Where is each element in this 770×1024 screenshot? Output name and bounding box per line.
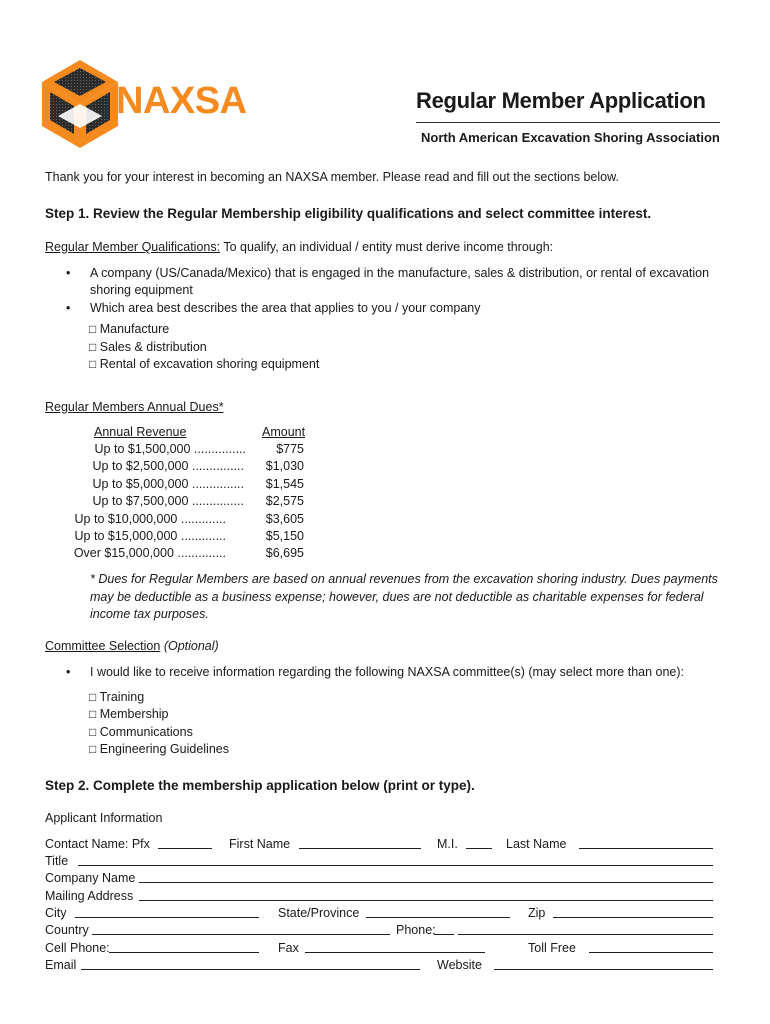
dues-revenue: Up to $5,000,000 ............... bbox=[92, 477, 244, 491]
bullet-icon: • bbox=[66, 301, 71, 315]
dues-footnote: * Dues for Regular Members are based on annual revenues from the excavation shoring industry. Dues payments may be deductible as a business expense; however, dues are not deductible as charitable expenses for federal income tax purposes. bbox=[90, 572, 718, 621]
dues-col-amount: Amount bbox=[262, 425, 306, 439]
zip-label: Zip bbox=[528, 906, 546, 920]
committee-option-label: Training bbox=[99, 690, 145, 704]
mi-label: M.I. bbox=[437, 837, 458, 851]
title-divider bbox=[416, 122, 720, 123]
website-label: Website bbox=[437, 958, 482, 972]
phone-label: Phone: bbox=[396, 923, 436, 937]
dues-revenue: Over $15,000,000 .............. bbox=[73, 546, 226, 560]
dues-amount: $1,030 bbox=[265, 459, 304, 473]
qualification-bullet-2: Which area best describes the area that applies to you / your company bbox=[90, 301, 481, 315]
fax-label: Fax bbox=[278, 941, 299, 955]
company-name-label: Company Name bbox=[45, 871, 136, 885]
mailing-address-input[interactable] bbox=[139, 889, 713, 901]
dues-revenue: Up to $2,500,000 ............... bbox=[92, 459, 244, 473]
area-option-sales[interactable] bbox=[89, 340, 207, 354]
prefix-input[interactable] bbox=[158, 837, 212, 849]
mi-input[interactable] bbox=[466, 837, 492, 849]
committee-heading-line bbox=[45, 639, 219, 653]
state-province-label: State/Province bbox=[278, 906, 360, 920]
dues-revenue: Up to $15,000,000 ............. bbox=[74, 529, 226, 543]
website-input[interactable] bbox=[494, 958, 713, 970]
dues-amount: $3,605 bbox=[265, 512, 304, 526]
title-input[interactable] bbox=[78, 854, 713, 866]
dues-amount: $6,695 bbox=[265, 546, 304, 560]
dues-revenue: Up to $7,500,000 ............... bbox=[92, 494, 244, 508]
page-title: Regular Member Application bbox=[416, 88, 706, 113]
last-name-label: Last Name bbox=[506, 837, 567, 851]
fax-input[interactable] bbox=[305, 941, 485, 953]
checkbox-icon[interactable]: □ bbox=[89, 742, 97, 756]
state-province-input[interactable] bbox=[366, 906, 510, 918]
contact-name-label: Contact Name: Pfx bbox=[45, 837, 150, 851]
committee-heading: Committee Selection bbox=[45, 639, 161, 653]
committee-option-label: Communications bbox=[99, 725, 193, 739]
city-label: City bbox=[45, 906, 67, 920]
area-option-label: Rental of excavation shoring equipment bbox=[99, 357, 320, 371]
naxsa-logo-mark bbox=[40, 58, 120, 150]
committee-optional: (Optional) bbox=[163, 639, 219, 653]
qualification-bullet-1-line1: A company (US/Canada/Mexico) that is engaged in the manufacture, sales & distribution, or rental of excavation bbox=[90, 266, 710, 280]
dues-amount: $2,575 bbox=[265, 494, 304, 508]
checkbox-icon[interactable]: □ bbox=[89, 357, 97, 371]
cell-phone-input[interactable] bbox=[109, 941, 259, 953]
country-input[interactable] bbox=[92, 923, 390, 935]
area-option-label: Sales & distribution bbox=[99, 340, 207, 354]
committee-option-engineering[interactable] bbox=[89, 742, 229, 756]
dues-col-revenue: Annual Revenue bbox=[94, 425, 187, 439]
intro-text: Thank you for your interest in becoming an NAXSA member. Please read and fill out the sections below. bbox=[45, 170, 619, 184]
checkbox-icon[interactable]: □ bbox=[89, 340, 97, 354]
area-option-manufacture[interactable] bbox=[89, 322, 169, 336]
email-label: Email bbox=[45, 958, 77, 972]
phone-input-short[interactable] bbox=[434, 923, 454, 935]
toll-free-input[interactable] bbox=[589, 941, 713, 953]
step2-heading: Step 2. Complete the membership application below (print or type). bbox=[45, 778, 475, 793]
email-input[interactable] bbox=[81, 958, 420, 970]
first-name-label: First Name bbox=[229, 837, 291, 851]
checkbox-icon[interactable]: □ bbox=[89, 322, 97, 336]
dues-amount: $5,150 bbox=[265, 529, 304, 543]
qualifications-line bbox=[45, 240, 553, 254]
qualifications-label: Regular Member Qualifications: bbox=[45, 240, 221, 254]
last-name-input[interactable] bbox=[579, 837, 713, 849]
dues-revenue: Up to $10,000,000 ............. bbox=[74, 512, 226, 526]
bullet-icon: • bbox=[66, 266, 71, 280]
checkbox-icon[interactable]: □ bbox=[89, 707, 97, 721]
mailing-address-label: Mailing Address bbox=[45, 889, 134, 903]
step1-heading: Step 1. Review the Regular Membership eligibility qualifications and select committee interest. bbox=[45, 206, 652, 221]
cell-phone-label: Cell Phone: bbox=[45, 941, 110, 955]
applicant-heading: Applicant Information bbox=[45, 811, 163, 825]
qualification-bullet-1-line2: shoring equipment bbox=[90, 283, 193, 297]
area-option-label: Manufacture bbox=[99, 322, 170, 336]
dues-amount: $1,545 bbox=[265, 477, 304, 491]
qualifications-text: To qualify, an individual / entity must derive income through: bbox=[220, 240, 554, 254]
first-name-input[interactable] bbox=[299, 837, 421, 849]
zip-input[interactable] bbox=[553, 906, 713, 918]
area-option-rental[interactable] bbox=[89, 357, 319, 371]
naxsa-logo-text: NAXSA bbox=[116, 80, 247, 122]
dues-amount: $775 bbox=[276, 442, 304, 456]
committee-bullet: I would like to receive information regarding the following NAXSA committee(s) (may select more than one): bbox=[90, 665, 685, 679]
committee-option-communications[interactable] bbox=[89, 725, 193, 739]
page-subtitle: North American Excavation Shoring Association bbox=[421, 130, 720, 145]
committee-option-training[interactable] bbox=[89, 690, 144, 704]
toll-free-label: Toll Free bbox=[528, 941, 576, 955]
checkbox-icon[interactable]: □ bbox=[89, 725, 97, 739]
dues-revenue: Up to $1,500,000 ............... bbox=[94, 442, 246, 456]
city-input[interactable] bbox=[75, 906, 259, 918]
committee-option-membership[interactable] bbox=[89, 707, 169, 721]
dues-heading: Regular Members Annual Dues* bbox=[45, 400, 224, 414]
checkbox-icon[interactable]: □ bbox=[89, 690, 97, 704]
title-label: Title bbox=[45, 854, 69, 868]
company-name-input[interactable] bbox=[139, 871, 713, 883]
committee-option-label: Membership bbox=[99, 707, 169, 721]
bullet-icon: • bbox=[66, 665, 71, 679]
committee-option-label: Engineering Guidelines bbox=[99, 742, 229, 756]
phone-input[interactable] bbox=[458, 923, 713, 935]
country-label: Country bbox=[45, 923, 89, 937]
